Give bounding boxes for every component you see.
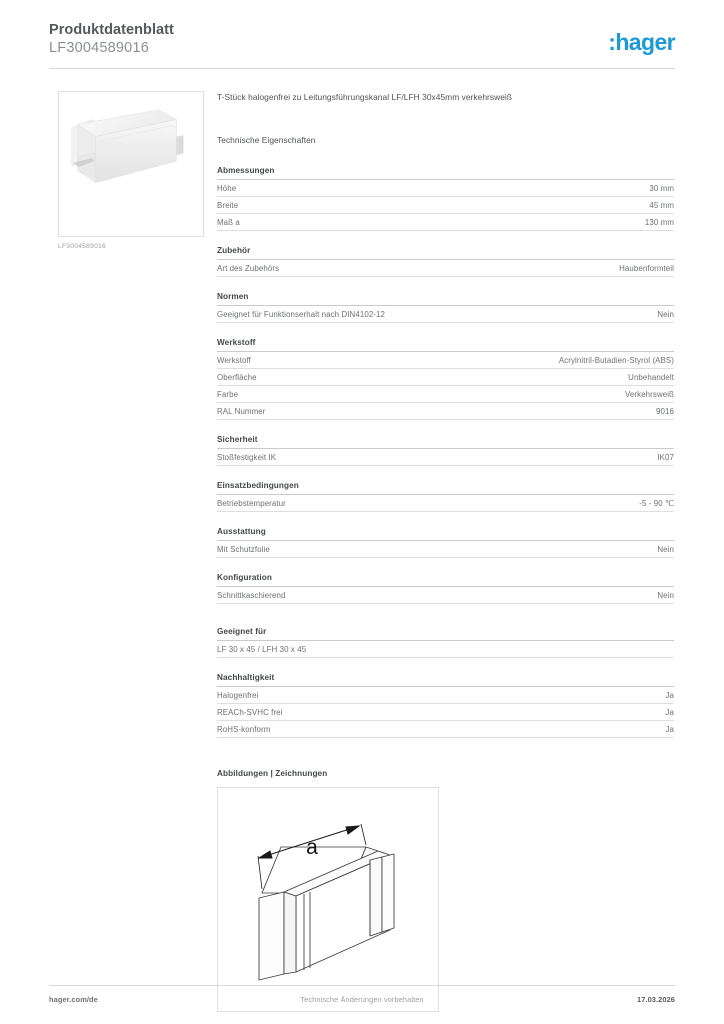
spec-row	[217, 306, 674, 323]
spec-label: Farbe	[217, 390, 239, 399]
spec-row	[217, 495, 674, 512]
spec-value: Acrylnitril-Butadien-Styrol (ABS)	[558, 356, 674, 365]
spec-group	[217, 246, 674, 277]
spec-value: Haubenformteil	[619, 264, 674, 273]
spec-group	[217, 292, 674, 323]
spec-label: Stoßfestigkeit IK	[217, 453, 277, 462]
spec-row	[217, 214, 674, 231]
spec-label: RoHS-konform	[217, 725, 271, 734]
footer-divider	[49, 985, 675, 986]
spec-row	[217, 704, 674, 721]
spec-group-title: Konfiguration	[217, 573, 674, 587]
spec-group-title: Einsatzbedingungen	[217, 481, 674, 495]
spec-row	[217, 541, 674, 558]
spec-group	[217, 481, 674, 512]
spec-label: Breite	[217, 201, 239, 210]
spec-label: Halogenfrei	[217, 691, 259, 700]
header-divider	[49, 68, 675, 69]
product-photo	[58, 91, 204, 237]
spec-group-title: Nachhaltigkeit	[217, 673, 674, 687]
spec-group	[217, 435, 674, 466]
spec-value: 130 mm	[644, 218, 674, 227]
spec-label: Maß a	[217, 218, 240, 227]
spec-row	[217, 260, 674, 277]
spec-value: IK07	[657, 453, 674, 462]
spec-group	[217, 527, 674, 558]
spec-group-title: Ausstattung	[217, 527, 674, 541]
spec-row	[217, 587, 674, 604]
drawings-section	[217, 769, 674, 1012]
hager-logo: :hager	[608, 29, 675, 55]
product-photo-caption: LF3004589016	[58, 243, 106, 250]
spec-value: Ja	[665, 708, 674, 717]
spec-group	[217, 673, 674, 738]
spec-value: 30 mm	[649, 184, 674, 193]
spec-group-title: Werkstoff	[217, 338, 674, 352]
spec-value: Ja	[665, 725, 674, 734]
spec-row	[217, 180, 674, 197]
spec-label: Betriebstemperatur	[217, 499, 286, 508]
spec-value: Nein	[657, 545, 674, 554]
spec-label: Mit Schutzfolie	[217, 545, 270, 554]
spec-group	[217, 573, 674, 604]
spec-label: RAL Nummer	[217, 407, 266, 416]
header-title-block	[49, 22, 174, 57]
spec-label: Oberfläche	[217, 373, 257, 382]
spec-group	[217, 627, 674, 658]
spec-row	[217, 641, 674, 658]
spec-value: Nein	[657, 591, 674, 600]
spec-label: Höhe	[217, 184, 237, 193]
spec-group	[217, 338, 674, 420]
spec-label: REACh-SVHC frei	[217, 708, 283, 717]
spec-group-title: Abmessungen	[217, 166, 674, 180]
spec-group-title: Normen	[217, 292, 674, 306]
spec-label: Schnittkaschierend	[217, 591, 286, 600]
spec-group-title: Sicherheit	[217, 435, 674, 449]
page-footer	[49, 995, 675, 1007]
footer-date: 17.03.2026	[637, 995, 675, 1004]
spec-group-title: Geeignet für	[217, 627, 674, 641]
spec-value: Verkehrsweiß	[625, 390, 674, 399]
main-content	[217, 91, 674, 1012]
page-title: Produktdatenblatt	[49, 22, 174, 38]
footer-disclaimer: Technische Änderungen vorbehalten	[300, 995, 424, 1004]
spec-label: LF 30 x 45 / LFH 30 x 45	[217, 645, 307, 654]
specifications-table	[217, 166, 674, 738]
spec-row	[217, 721, 674, 738]
spec-value: 9016	[656, 407, 674, 416]
spec-row	[217, 352, 674, 369]
technical-properties-heading: Technische Eigenschaften	[217, 135, 316, 145]
spec-row	[217, 449, 674, 466]
spec-label: Geeignet für Funktionserhalt nach DIN4102-12	[217, 310, 386, 319]
spec-row	[217, 197, 674, 214]
spec-value: Unbehandelt	[628, 373, 674, 382]
spec-group	[217, 166, 674, 231]
spec-label: Werkstoff	[217, 356, 251, 365]
spec-value: Nein	[657, 310, 674, 319]
product-photo-image	[59, 92, 203, 236]
spec-group-title: Zubehör	[217, 246, 674, 260]
spec-label: Art des Zubehörs	[217, 264, 280, 273]
product-name: T-Stück halogenfrei zu Leitungsführungskanal LF/LFH 30x45mm verkehrsweiß	[217, 92, 513, 102]
drawings-heading: Abbildungen | Zeichnungen	[217, 769, 328, 778]
technical-drawing-image	[218, 788, 439, 1012]
spec-value: -5 - 90 ℃	[639, 499, 674, 508]
spec-row	[217, 687, 674, 704]
spec-row	[217, 403, 674, 420]
technical-drawing	[217, 787, 439, 1012]
dimension-label-a: a	[306, 836, 318, 859]
spec-row	[217, 386, 674, 403]
document-reference: LF3004589016	[49, 40, 149, 56]
spec-value: Ja	[665, 691, 674, 700]
spec-row	[217, 369, 674, 386]
footer-website-link[interactable]: hager.com/de	[49, 995, 98, 1004]
spec-value: 45 mm	[649, 201, 674, 210]
